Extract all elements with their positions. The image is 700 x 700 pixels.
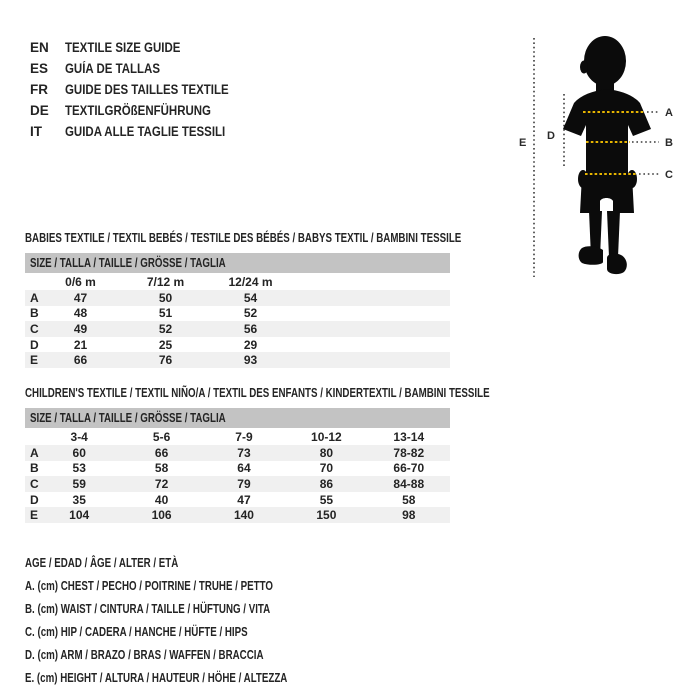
children-section-title-text: CHILDREN'S TEXTILE / TEXTIL NIÑO/A / TEXTIL DES ENFANTS / KINDERTEXTIL / BAMBINI TESSILE bbox=[25, 386, 490, 400]
cell bbox=[293, 290, 450, 306]
column-header: 13-14 bbox=[393, 429, 425, 444]
cell: 40 bbox=[154, 492, 169, 507]
measurement-label-d: D bbox=[547, 130, 555, 142]
table-row bbox=[25, 321, 450, 337]
cell bbox=[293, 306, 450, 322]
row-label: E bbox=[30, 508, 39, 523]
language-title-text: GUÍA DE TALLAS bbox=[65, 61, 160, 76]
cell: 150 bbox=[316, 508, 337, 523]
language-row bbox=[30, 79, 258, 100]
language-code: FR bbox=[30, 82, 48, 97]
cell: 55 bbox=[319, 492, 334, 507]
legend-line bbox=[25, 644, 361, 667]
cell: 53 bbox=[72, 461, 86, 476]
cell: 52 bbox=[158, 321, 173, 336]
cell: 78-82 bbox=[393, 445, 425, 460]
legend-line-text: E. (cm) HEIGHT / ALTURA / HAUTEUR / HÖHE / ALTEZZA bbox=[25, 671, 288, 685]
row-label: C bbox=[30, 476, 39, 491]
row-label: D bbox=[30, 337, 39, 352]
cell: 73 bbox=[237, 445, 251, 460]
language-title-text: TEXTILE SIZE GUIDE bbox=[65, 40, 181, 55]
cell: 66 bbox=[73, 353, 88, 368]
column-header: 3-4 bbox=[70, 429, 88, 444]
language-title-text: TEXTILGRÖßENFÜHRUNG bbox=[65, 103, 211, 118]
row-label: C bbox=[30, 321, 39, 336]
row-label: D bbox=[30, 492, 39, 507]
cell: 52 bbox=[243, 306, 258, 321]
cell: 64 bbox=[237, 461, 251, 476]
language-row bbox=[30, 100, 258, 121]
cell: 66 bbox=[154, 445, 169, 460]
column-header: 5-6 bbox=[152, 429, 171, 444]
language-title bbox=[65, 61, 177, 76]
cell: 106 bbox=[151, 508, 172, 523]
legend-line-text: A. (cm) CHEST / PECHO / POITRINE / TRUHE / PETTO bbox=[25, 579, 273, 593]
cell: 72 bbox=[154, 476, 169, 491]
language-code: IT bbox=[30, 124, 42, 139]
babies-size-header-text: SIZE / TALLA / TAILLE / GRÖSSE / TAGLIA bbox=[30, 256, 226, 270]
cell: 93 bbox=[243, 353, 258, 368]
row-label: E bbox=[30, 353, 39, 368]
measurement-label-a: A bbox=[665, 107, 673, 119]
cell: 21 bbox=[73, 337, 88, 352]
cell: 47 bbox=[73, 290, 88, 305]
cell: 35 bbox=[72, 492, 86, 507]
language-row bbox=[30, 121, 258, 142]
table-row bbox=[25, 337, 450, 353]
language-code: EN bbox=[30, 40, 49, 55]
row-label: A bbox=[30, 445, 39, 460]
cell: 59 bbox=[72, 476, 86, 491]
cell: 70 bbox=[319, 461, 334, 476]
legend-line-text: D. (cm) ARM / BRAZO / BRAS / WAFFEN / BRACCIA bbox=[25, 648, 264, 662]
silhouette-shirt bbox=[563, 89, 651, 178]
language-list bbox=[30, 37, 258, 142]
column-header: 10-12 bbox=[311, 429, 342, 444]
legend-line-text: C. (cm) HIP / CADERA / HANCHE / HÜFTE / HIPS bbox=[25, 625, 248, 639]
cell: 51 bbox=[158, 306, 173, 321]
cell: 56 bbox=[243, 321, 258, 336]
legend-line bbox=[25, 598, 361, 621]
cell: 47 bbox=[237, 492, 251, 507]
table-row bbox=[25, 306, 450, 322]
language-title-text: GUIDE DES TAILLES TEXTILE bbox=[65, 82, 229, 97]
measurement-label-c: C bbox=[665, 169, 673, 181]
silhouette-shorts bbox=[580, 175, 634, 213]
cell: 86 bbox=[319, 476, 334, 491]
cell: 25 bbox=[158, 337, 173, 352]
children-size-header-text: SIZE / TALLA / TAILLE / GRÖSSE / TAGLIA bbox=[30, 411, 226, 425]
cell: 84-88 bbox=[393, 476, 425, 491]
legend-line-text: AGE / EDAD / ÂGE / ALTER / ETÀ bbox=[25, 556, 179, 570]
language-title-text: GUIDA ALLE TAGLIE TESSILI bbox=[65, 124, 226, 139]
column-header: 12/24 m bbox=[228, 274, 273, 289]
column-header: 7/12 m bbox=[146, 274, 185, 289]
silhouette-shoe-left bbox=[579, 246, 603, 265]
legend-line bbox=[25, 667, 361, 690]
silhouette-head bbox=[584, 36, 626, 86]
cell: 54 bbox=[243, 290, 258, 305]
row-label: B bbox=[30, 461, 39, 476]
child-measurement-figure bbox=[495, 15, 700, 295]
table-row bbox=[25, 352, 450, 368]
cell: 48 bbox=[73, 306, 88, 321]
silhouette-leg-right bbox=[607, 211, 620, 257]
column-header-row bbox=[25, 428, 450, 445]
language-code: DE bbox=[30, 103, 49, 118]
cell: 29 bbox=[243, 337, 258, 352]
silhouette-shoe-right bbox=[607, 254, 627, 275]
children-section-title bbox=[25, 386, 621, 400]
cell: 58 bbox=[402, 492, 416, 507]
legend-age-line bbox=[25, 552, 361, 575]
children-size-header-bar bbox=[25, 408, 450, 428]
cell: 58 bbox=[154, 461, 169, 476]
language-title bbox=[65, 103, 237, 118]
cell: 98 bbox=[402, 508, 416, 523]
table-row bbox=[25, 290, 450, 306]
legend bbox=[25, 552, 361, 690]
measurement-label-b: B bbox=[665, 137, 673, 149]
column-header-row bbox=[25, 273, 450, 290]
language-title bbox=[65, 40, 201, 55]
language-row bbox=[30, 58, 258, 79]
corner-cell bbox=[25, 273, 38, 290]
column-header: 7-9 bbox=[235, 429, 253, 444]
silhouette-ear bbox=[580, 61, 588, 74]
language-row bbox=[30, 37, 258, 58]
cell bbox=[293, 352, 450, 368]
cell: 60 bbox=[72, 445, 86, 460]
language-title bbox=[65, 82, 258, 97]
cell: 104 bbox=[69, 508, 90, 523]
cell: 80 bbox=[319, 445, 334, 460]
legend-line-text: B. (cm) WAIST / CINTURA / TAILLE / HÜFTUNG / VITA bbox=[25, 602, 271, 616]
row-label: B bbox=[30, 306, 39, 321]
table-row bbox=[25, 476, 450, 492]
babies-size-table bbox=[25, 273, 450, 368]
babies-size-header-bar bbox=[25, 253, 450, 273]
children-size-table bbox=[25, 428, 450, 523]
cell: 140 bbox=[233, 508, 254, 523]
column-header: 0/6 m bbox=[65, 274, 96, 289]
cell: 50 bbox=[158, 290, 173, 305]
language-title bbox=[65, 124, 254, 139]
cell: 79 bbox=[237, 476, 251, 491]
cell: 66-70 bbox=[393, 461, 425, 476]
table-row bbox=[25, 461, 450, 477]
legend-line bbox=[25, 575, 361, 598]
cell: 49 bbox=[73, 321, 88, 336]
corner-cell bbox=[25, 428, 38, 445]
babies-section-title bbox=[25, 231, 584, 245]
table-row bbox=[25, 492, 450, 508]
cell bbox=[293, 337, 450, 353]
legend-line bbox=[25, 621, 361, 644]
language-code: ES bbox=[30, 61, 49, 76]
cell bbox=[293, 321, 450, 337]
table-row bbox=[25, 507, 450, 523]
cell: 76 bbox=[158, 353, 173, 368]
column-header bbox=[293, 273, 450, 290]
measurement-label-e: E bbox=[519, 137, 527, 149]
row-label: A bbox=[30, 290, 39, 305]
babies-section-title-text: BABIES TEXTILE / TEXTIL BEBÉS / TESTILE DES BÉBÉS / BABYS TEXTIL / BAMBINI TESSILE bbox=[25, 231, 462, 245]
table-row bbox=[25, 445, 450, 461]
